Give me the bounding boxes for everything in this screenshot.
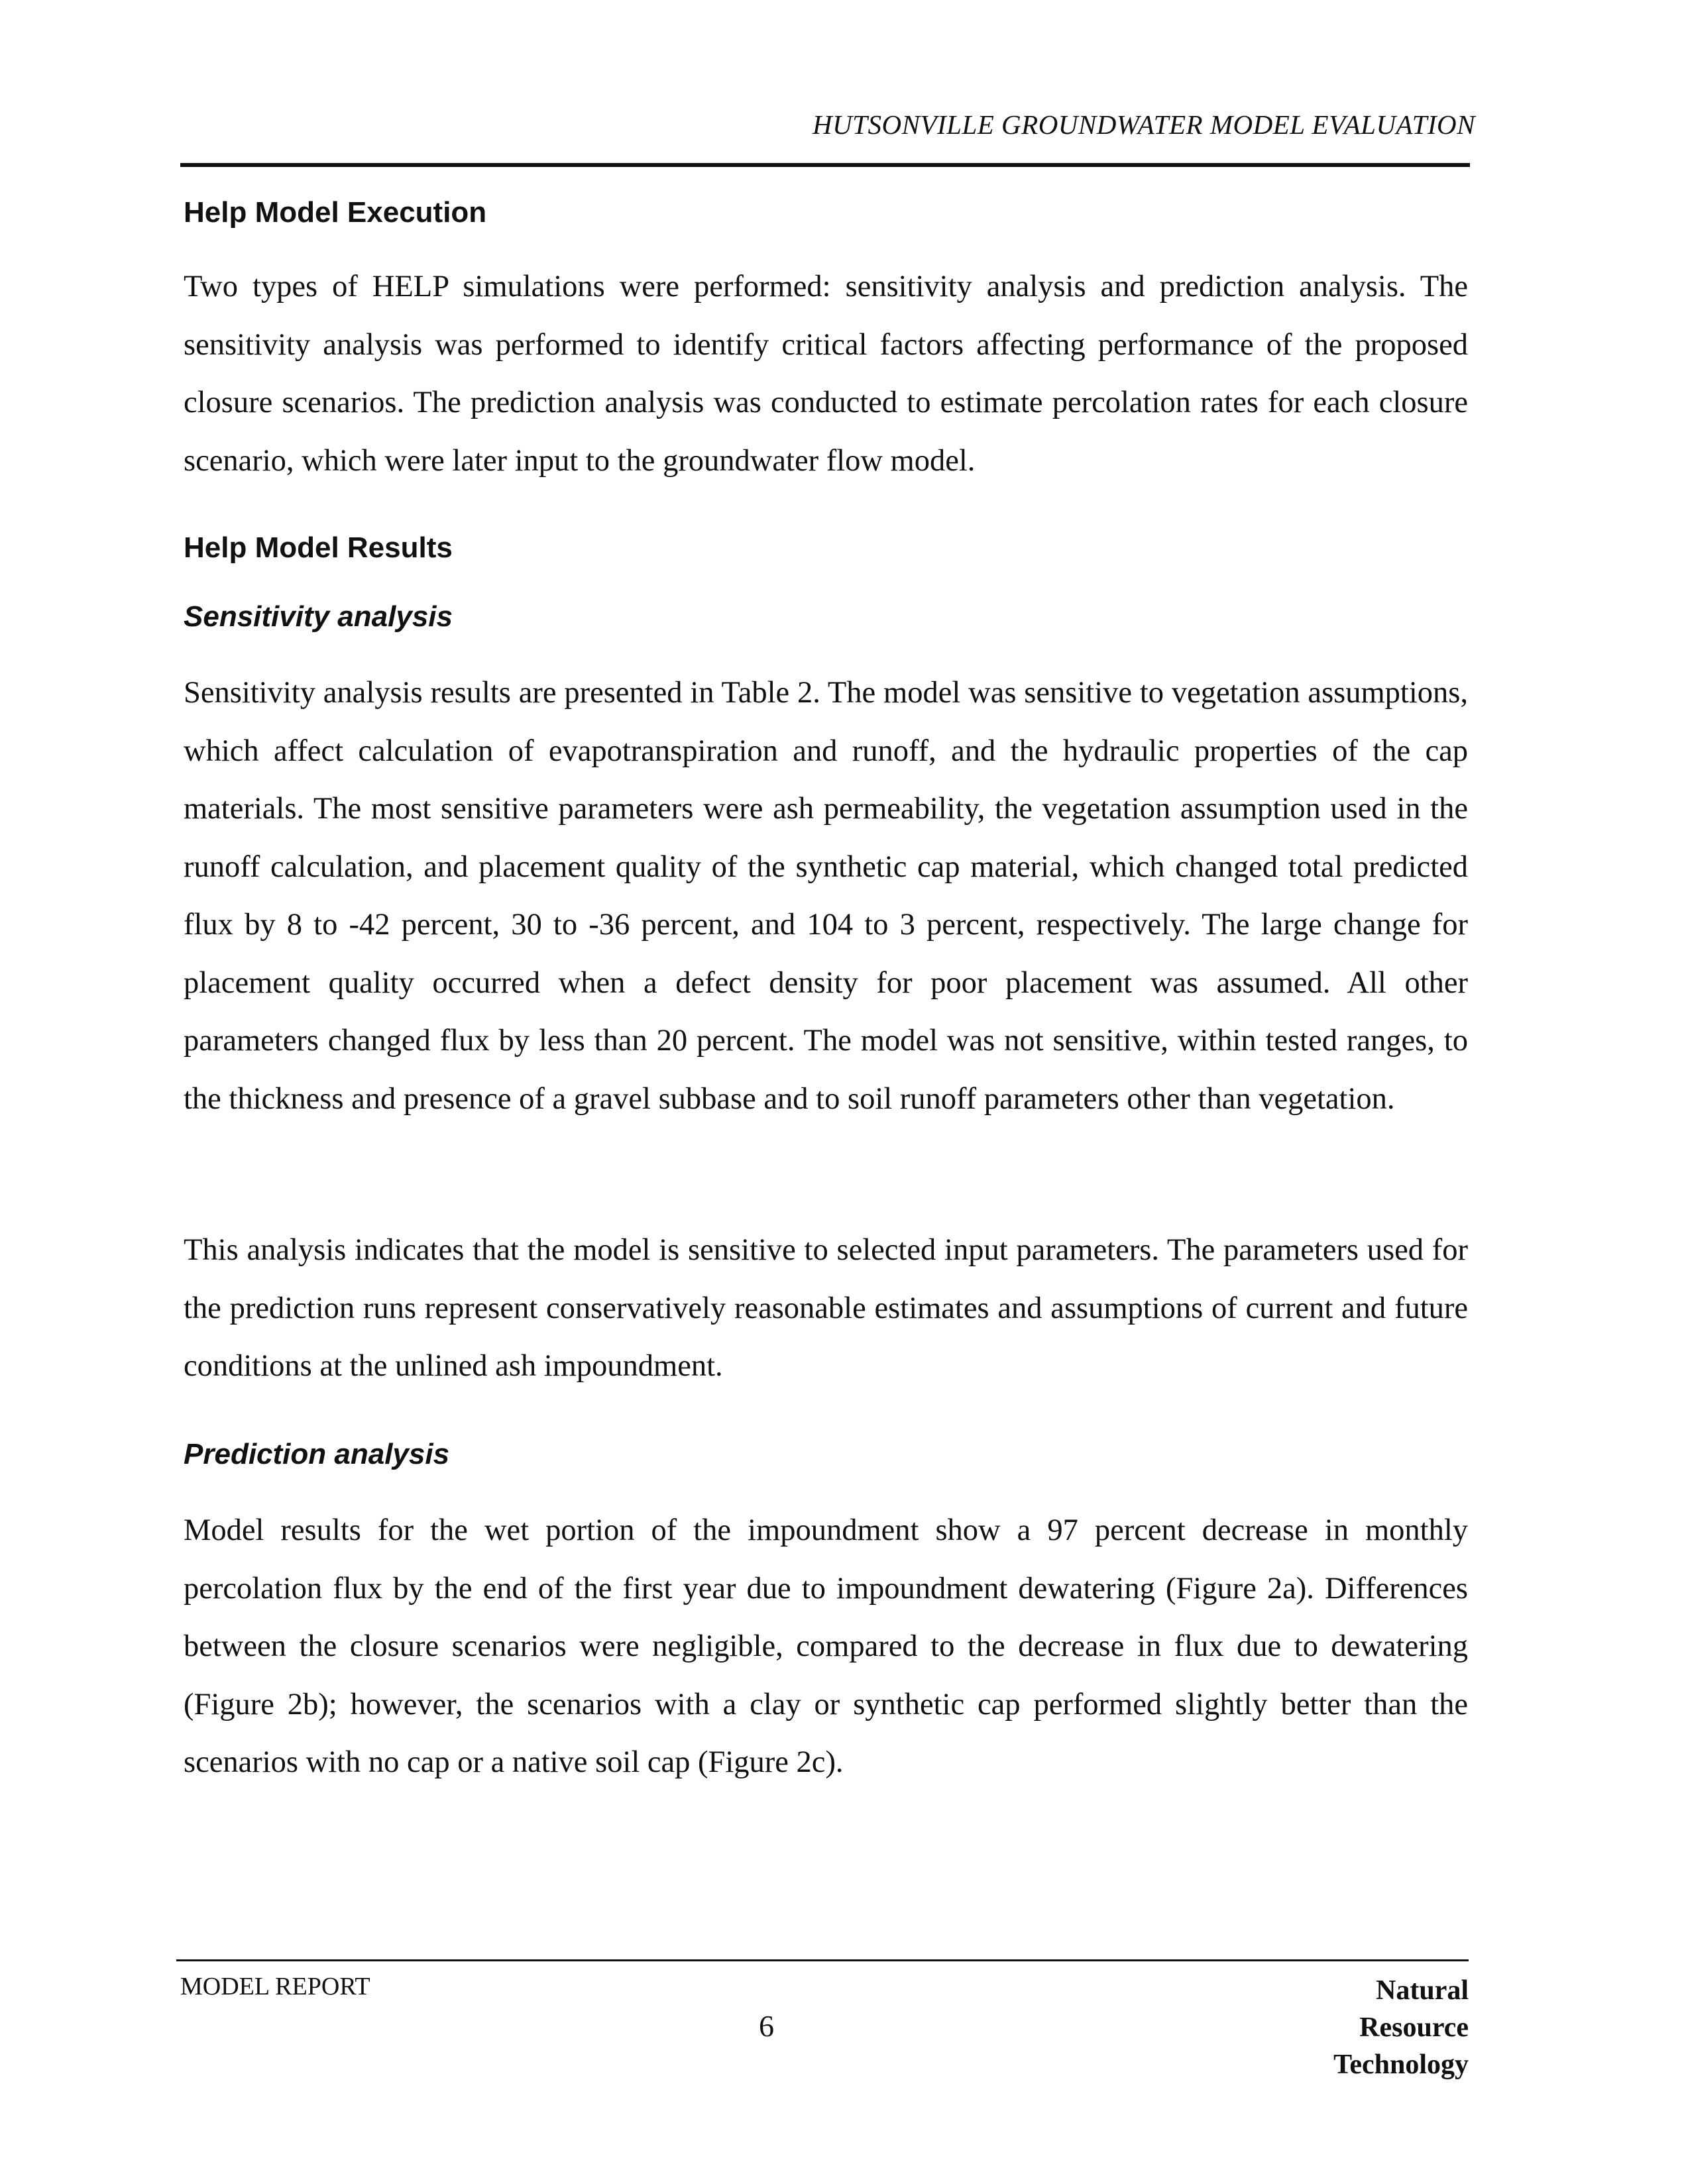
footer-report-label: MODEL REPORT [180,1973,370,2000]
paragraph-model-execution: Two types of HELP simulations were performed: sensitivity analysis and prediction analysis. The sensitivity analysis was performed to identify critical factors affecting performance of the proposed closure scenarios. The prediction analysis was conducted to estimate percolation rates for each closure scenario, which were later input to the groundwater flow model. [184,270,1468,478]
paragraph-sensitivity-conclusion: This analysis indicates that the model is sensitive to selected input parameters. The parameters used for the prediction runs represent conservatively reasonable estimates and assumptions of current and future conditions at the unlined ash impoundment. [184,1233,1468,1383]
paragraph-sensitivity-results: Sensitivity analysis results are presented in Table 2. The model was sensitive to vegetation assumptions, which affect calculation of evapotranspiration and runoff, and the hydraulic properties of the cap materials. The most sensitive parameters were ash permeability, the vegetation assumption used in the runoff calculation, and placement quality of the synthetic cap material, which changed total predicted flux by 8 to -42 percent, 30 to -36 percent, and 104 to 3 percent, respectively. The large change for placement quality occurred when a defect density for poor placement was assumed. All other parameters changed flux by less than 20 percent. The model was not sensitive, within tested ranges, to the thickness and presence of a gravel subbase and to soil runoff parameters other than vegetation. [184,676,1468,1116]
org-name-line-3: Technology [1333,2049,1469,2080]
heading-model-execution: Help Model Execution [184,196,487,229]
subheading-prediction-analysis: Prediction analysis [184,1438,450,1470]
org-name-line-2: Resource [1359,2012,1469,2043]
running-header-title: HUTSONVILLE GROUNDWATER MODEL EVALUATION [812,109,1475,140]
header-rule [180,163,1470,167]
footer-organization [1333,1972,1469,2083]
page-number: 6 [759,2009,774,2043]
org-name-line-1: Natural [1376,1975,1469,2006]
subheading-sensitivity-analysis: Sensitivity analysis [184,600,453,633]
heading-model-results: Help Model Results [184,531,453,564]
paragraph-prediction-results: Model results for the wet portion of the impoundment show a 97 percent decrease in monthly percolation flux by the end of the first year due to impoundment dewatering (Figure 2a). Differences between the closure scenarios were negligible, compared to the decrease in flux due to dewatering (Figure 2b); however, the scenarios with a clay or synthetic cap performed slightly better than the scenarios with no cap or a native soil cap (Figure 2c). [184,1513,1468,1779]
footer-rule [176,1959,1469,1961]
